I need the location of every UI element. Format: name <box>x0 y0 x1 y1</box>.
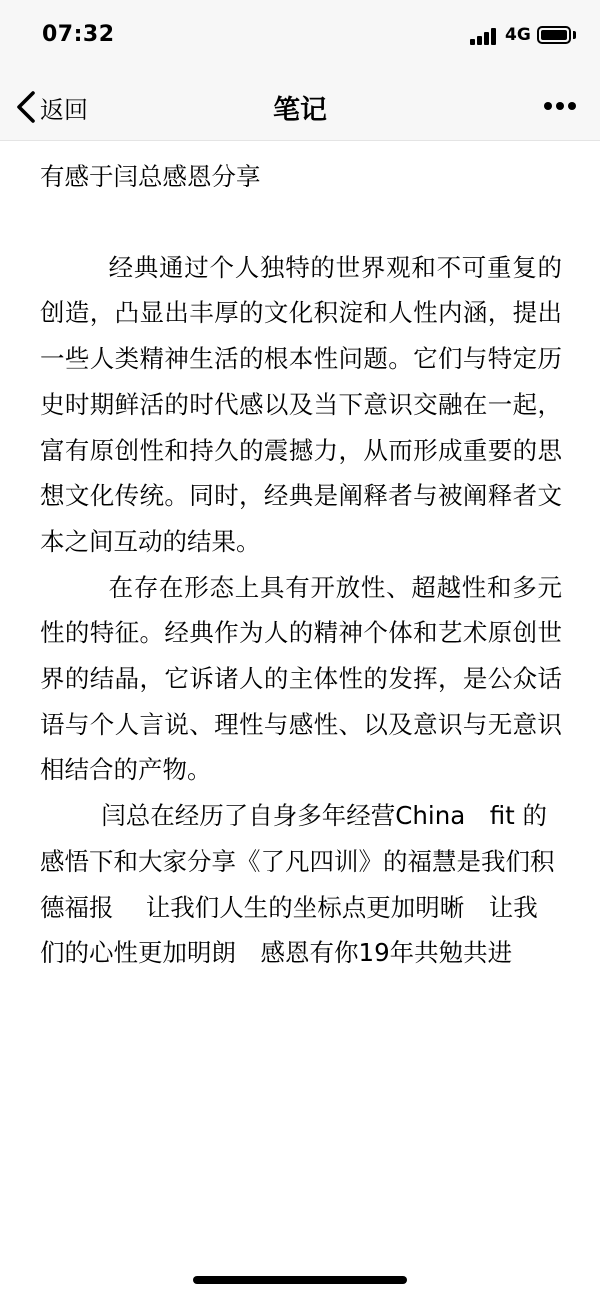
battery-cap <box>573 31 576 39</box>
note-paragraph: 经典通过个人独特的世界观和不可重复的创造，凸显出丰厚的文化积淀和人性内涵，提出一些人类精神生活的根本性问题。它们与特定历史时期鲜活的时代感以及当下意识交融在一起，富有原创性和持久的震撼力，从而形成重要的思想文化传统。同时，经典是阐释者与被阐释者文本之间互动的结果。 <box>40 252 562 556</box>
battery-level <box>541 30 567 40</box>
more-button[interactable] <box>540 100 580 112</box>
cellular-signal-icon <box>470 27 498 45</box>
ellipsis-icon <box>568 102 576 110</box>
note-content <box>40 154 562 976</box>
status-time: 07:32 <box>42 22 115 47</box>
note-paragraph: 在存在形态上具有开放性、超越性和多元性的特征。经典作为人的精神个体和艺术原创世界的结晶，它诉诸人的主体性的发挥，是公众话语与个人言说、理性与感性、以及意识与无意识相结合的产物。 <box>40 572 562 785</box>
ellipsis-icon <box>556 102 564 110</box>
back-label: 返回 <box>40 95 88 124</box>
home-indicator[interactable] <box>193 1276 407 1284</box>
status-bar <box>0 0 600 74</box>
network-type: 4G <box>505 25 531 45</box>
battery-icon <box>537 26 571 44</box>
page-title: 笔记 <box>273 95 327 126</box>
note-paragraph: 闫总在经历了自身多年经营China fit 的感悟下和大家分享《了凡四训》的福慧是我们积德福报 让我们人生的坐标点更加明晰 让我们的心性更加明朗 感恩有你19年共勉共进 <box>40 801 555 968</box>
navigation-bar <box>0 74 600 140</box>
note-title: 有感于闫总感恩分享 <box>40 162 261 191</box>
top-area <box>0 0 600 141</box>
ellipsis-icon <box>544 102 552 110</box>
